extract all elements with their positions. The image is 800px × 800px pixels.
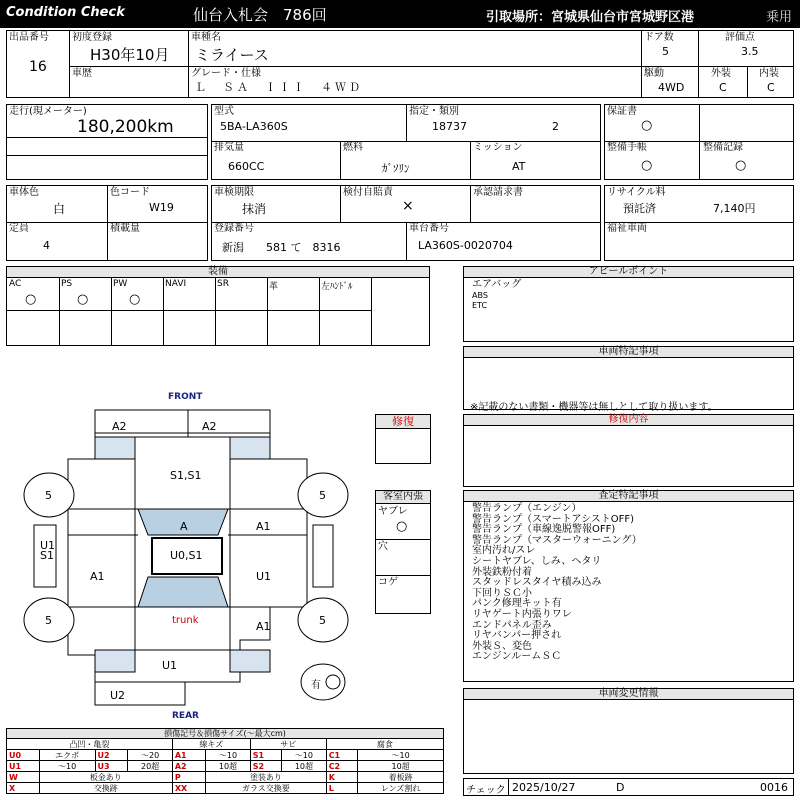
- damage-u2: U2: [110, 689, 126, 702]
- damage-mirror-s1: S1: [40, 549, 54, 562]
- drive-value: 4WD: [658, 81, 685, 94]
- chassis-value: LA360S-0020704: [418, 239, 513, 252]
- header-bar: [0, 0, 800, 28]
- model-name: ミライース: [195, 46, 269, 64]
- capacity-value: 4: [43, 239, 50, 252]
- changes-box: [463, 688, 794, 774]
- auction-title: 仙台入札会 786回: [193, 6, 327, 24]
- damage-a-center: A: [180, 520, 188, 533]
- legend-meaning: エクボ: [39, 750, 95, 761]
- damage-u1-bottom: U1: [162, 659, 178, 672]
- type-label: 型式: [214, 106, 234, 117]
- inspection-note-line: パンク修理キット有: [472, 598, 562, 610]
- grade-label: グレード・仕様: [191, 68, 261, 79]
- legend-code: P: [172, 772, 205, 783]
- spare-tire-label: 有: [311, 680, 321, 691]
- displacement-label: 排気量: [214, 142, 244, 153]
- tobacco-value: ○: [396, 519, 408, 534]
- fuel-label: 燃料: [343, 142, 363, 153]
- inspection-note-line: エンドパネル歪み: [472, 619, 552, 631]
- welfare-label: 福祉車両: [607, 223, 647, 234]
- warranty-value: ○: [641, 118, 653, 133]
- approval-label: 承認請求書: [473, 187, 523, 198]
- damage-u1-right: U1: [256, 570, 272, 583]
- equipment-empty-cell: [7, 311, 60, 345]
- appeal-line: ETC: [472, 301, 488, 311]
- legend-group-header: 腐食: [326, 739, 443, 750]
- color-box: [6, 185, 208, 261]
- pickup-location: 引取場所：宮城県仙台市宮城野区港: [486, 10, 695, 25]
- doors-value: 5: [662, 45, 669, 58]
- appeal-title: アピールポイント: [464, 267, 793, 278]
- legend-meaning: レンズ割れ: [358, 783, 444, 794]
- inspection-note-line: スタッドレスタイヤ積み込み: [472, 577, 602, 589]
- legend-code: U1: [7, 761, 40, 772]
- type-value: 5BA-LA360S: [220, 120, 288, 133]
- tire-fr-grade: 5: [319, 489, 326, 502]
- equipment-box: [6, 266, 430, 346]
- legend-code: A1: [172, 750, 205, 761]
- legend-code: S2: [250, 761, 281, 772]
- fuel-value: ｶﾞｿﾘﾝ: [382, 162, 410, 175]
- recycle-label: リサイクル料: [607, 187, 666, 198]
- damage-legend: [6, 728, 444, 796]
- equipment-item: [267, 278, 320, 311]
- legend-meaning: 板金あり: [39, 772, 172, 783]
- equipment-value: ○: [25, 292, 37, 307]
- legend-meaning: 10超: [358, 761, 444, 772]
- inspection-note-line: 警告ランプ（マスターウォーニング）: [472, 534, 642, 546]
- damage-a1-right-bottom: A1: [256, 620, 271, 633]
- damage-mirror-u1: U1: [40, 539, 56, 552]
- chassis-label: 車台番号: [409, 223, 449, 234]
- legend-code: C1: [326, 750, 358, 761]
- equipment-empty-cell: [111, 311, 164, 345]
- reg-no-label: 登録番号: [214, 223, 254, 234]
- recycle-status: 預託済: [623, 202, 656, 215]
- model-box: [188, 30, 642, 98]
- legend-code: C2: [326, 761, 358, 772]
- appeal-line: エアバッグ: [472, 279, 522, 290]
- equipment-label: 革: [269, 282, 279, 292]
- load-label: 積載量: [110, 223, 140, 234]
- spec-box: [211, 104, 601, 180]
- lot-box: [6, 30, 70, 98]
- legend-meaning: ～10: [358, 750, 444, 761]
- warranty-box: [604, 104, 794, 180]
- special-note: ※記載のない書類・機器等は無しとして取り扱います。: [470, 402, 718, 413]
- inspection-note-line: リヤバンパー押され: [472, 630, 562, 642]
- equipment-value: ○: [129, 292, 141, 307]
- insurance-label: 検付自賠責: [343, 187, 393, 198]
- inspection-notes-title: 査定特記事項: [464, 491, 793, 502]
- inspection-value: 抹消: [242, 202, 267, 216]
- legend-code: XX: [172, 783, 205, 794]
- interior-condition-box: [375, 490, 431, 614]
- mileage-box: [6, 104, 208, 180]
- check-date: 2025/10/27: [512, 781, 576, 794]
- doors-label: ドア数: [644, 32, 674, 43]
- color-code-value: W19: [149, 201, 174, 214]
- legend-code: U2: [95, 750, 128, 761]
- inspection-label: 車検期限: [214, 187, 254, 198]
- legend-meaning: ～10: [282, 750, 327, 761]
- inspection-note-line: リヤゲート内張りワレ: [472, 608, 572, 620]
- changes-title: 車両変更情報: [464, 689, 793, 700]
- insurance-value: ×: [402, 198, 414, 214]
- lot-number: 16: [29, 59, 47, 75]
- first-reg-value: H30年10月: [90, 46, 170, 64]
- legend-code: A2: [172, 761, 205, 772]
- legend-meaning: ～10: [206, 750, 251, 761]
- legend-meaning: ～20: [128, 750, 173, 761]
- manual-label: 整備手帳: [607, 142, 647, 153]
- tire-fl-grade: 5: [45, 489, 52, 502]
- legend-meaning: 塗装あり: [206, 772, 327, 783]
- check-grade: D: [616, 781, 625, 794]
- repair-detail-box: [463, 414, 794, 487]
- mileage-label: 走行(現メーター): [9, 106, 87, 117]
- model-label: 車種名: [191, 32, 221, 43]
- first-reg-box: [69, 30, 189, 98]
- interior-label: 内装: [759, 68, 779, 79]
- special-title: 車両特記事項: [464, 347, 793, 358]
- history-label: 車歴: [72, 68, 92, 79]
- inspection-note-line: 外装鉄粉付着: [472, 566, 532, 578]
- reg-no-value: 新潟 581 て 8316: [222, 241, 341, 254]
- displacement-value: 660CC: [228, 160, 265, 173]
- equipment-empty-cell: [319, 311, 372, 345]
- legend-meaning: 20超: [128, 761, 173, 772]
- record-label: 整備記録: [703, 142, 743, 153]
- inspection-note-line: 警告ランプ（スマートアシストOFF): [472, 513, 635, 525]
- mission-label: ミッション: [473, 142, 523, 153]
- designation-value: 18737: [432, 120, 467, 133]
- legend-meaning: 着板跡: [358, 772, 444, 783]
- front-label: FRONT: [168, 392, 203, 402]
- color-code-label: 色コード: [110, 187, 150, 198]
- inspection-note-line: 警告ランプ（エンジン）: [472, 503, 582, 514]
- recycle-box: [604, 185, 794, 261]
- legend-meaning: ～10: [39, 761, 95, 772]
- damage-s1s1: S1,S1: [170, 469, 202, 482]
- equipment-empty-cell: [215, 311, 268, 345]
- manual-value: ○: [641, 158, 653, 173]
- inspection-notes-box: [463, 490, 794, 682]
- appeal-box: [463, 266, 794, 342]
- legend-title: 損傷記号＆損傷サイズ(～最大cm): [6, 728, 444, 739]
- vehicle-class: 乗用: [766, 10, 793, 25]
- damage-a2-right: A2: [202, 420, 217, 433]
- legend-group-header: 凸凹・亀裂: [7, 739, 173, 750]
- capacity-label: 定員: [9, 223, 29, 234]
- legend-code: X: [7, 783, 40, 794]
- interior-value: C: [767, 81, 775, 94]
- mission-value: AT: [512, 160, 526, 173]
- inspection-note-line: 外装Ｓ、変色: [472, 640, 532, 652]
- logo: Condition Check: [6, 5, 125, 20]
- legend-meaning: 10超: [206, 761, 251, 772]
- inspection-note-line: シートヤブレ、しみ、ヘタリ: [472, 555, 602, 567]
- score-value: 3.5: [741, 45, 759, 58]
- color-value: 白: [53, 202, 66, 216]
- equipment-empty-cell: [267, 311, 320, 345]
- inspection-note-line: 室内汚れ/スレ: [472, 545, 536, 557]
- equipment-item: [7, 278, 60, 311]
- legend-meaning: ガラス交換要: [206, 783, 327, 794]
- equipment-value: ○: [77, 292, 89, 307]
- equipment-label: 左ﾊﾝﾄﾞﾙ: [321, 282, 353, 292]
- registration-box: [211, 185, 601, 261]
- interior-title: 客室内張: [376, 491, 430, 504]
- damage-a1-right-top: A1: [256, 520, 271, 533]
- tobacco-label: ヤブレ: [378, 506, 408, 517]
- grade-value: Ｌ ＳＡ ＩＩＩ ４ＷＤ: [195, 81, 363, 94]
- exterior-value: C: [719, 81, 727, 94]
- legend-group-header: サビ: [250, 739, 326, 750]
- equipment-empty-cell: [163, 311, 216, 345]
- inspection-note-line: エンジンルームＳＣ: [472, 651, 562, 663]
- score-label: 評価点: [725, 32, 755, 43]
- repair-box: [375, 414, 431, 464]
- damage-a2-left: A2: [112, 420, 127, 433]
- drive-label: 駆動: [644, 68, 664, 79]
- appeal-line: ABS: [472, 290, 488, 300]
- lot-label: 出品番号: [9, 32, 49, 43]
- doors-box: [641, 30, 699, 98]
- repair-detail-title: 修復内容: [464, 415, 793, 426]
- inspection-note-line: 下回りＳＣ小: [472, 587, 532, 599]
- legend-group-header: 線キズ: [172, 739, 250, 750]
- equipment-label: NAVI: [165, 279, 187, 289]
- legend-code: K: [326, 772, 358, 783]
- repair-title: 修復: [376, 415, 430, 429]
- recycle-fee: 7,140円: [713, 202, 756, 215]
- mileage-value: 180,200km: [77, 117, 174, 137]
- check-label: チェック: [466, 785, 506, 796]
- designation-label: 指定・類別: [409, 106, 459, 117]
- exterior-label: 外装: [711, 68, 731, 79]
- damage-u0s1: U0,S1: [170, 549, 203, 562]
- color-label: 車体色: [9, 187, 39, 198]
- legend-meaning: 10超: [282, 761, 327, 772]
- classification-value: 2: [552, 120, 559, 133]
- first-reg-label: 初度登録: [72, 32, 112, 43]
- special-box: [463, 346, 794, 413]
- equipment-item: [111, 278, 164, 311]
- check-number: 0016: [760, 781, 788, 794]
- equipment-item: [59, 278, 112, 311]
- equipment-empty-cell: [59, 311, 112, 345]
- legend-code: W: [7, 772, 40, 783]
- hole-label: 穴: [378, 541, 388, 552]
- legend-code: S1: [250, 750, 281, 761]
- legend-code: L: [326, 783, 358, 794]
- equipment-label: AC: [9, 279, 22, 289]
- equipment-label: SR: [217, 279, 229, 289]
- tire-rr-grade: 5: [319, 614, 326, 627]
- score-box: [698, 30, 794, 98]
- tire-rl-grade: 5: [45, 614, 52, 627]
- equipment-item: [319, 278, 372, 311]
- record-value: ○: [735, 158, 747, 173]
- equipment-item: [215, 278, 268, 311]
- legend-meaning: 交換跡: [39, 783, 172, 794]
- legend-code: U0: [7, 750, 40, 761]
- legend-code: U3: [95, 761, 128, 772]
- rear-label: REAR: [172, 711, 199, 721]
- warranty-label: 保証書: [607, 106, 637, 117]
- equipment-label: PW: [113, 279, 128, 289]
- inspection-note-line: 警告ランプ（車線逸脱警報OFF): [472, 524, 616, 536]
- equipment-title: 装備: [7, 267, 429, 278]
- check-box: [463, 778, 794, 796]
- burn-label: コゲ: [378, 577, 398, 588]
- equipment-item: [163, 278, 216, 311]
- equipment-label: PS: [61, 279, 73, 289]
- trunk-label: trunk: [172, 615, 199, 626]
- damage-a1-left: A1: [90, 570, 105, 583]
